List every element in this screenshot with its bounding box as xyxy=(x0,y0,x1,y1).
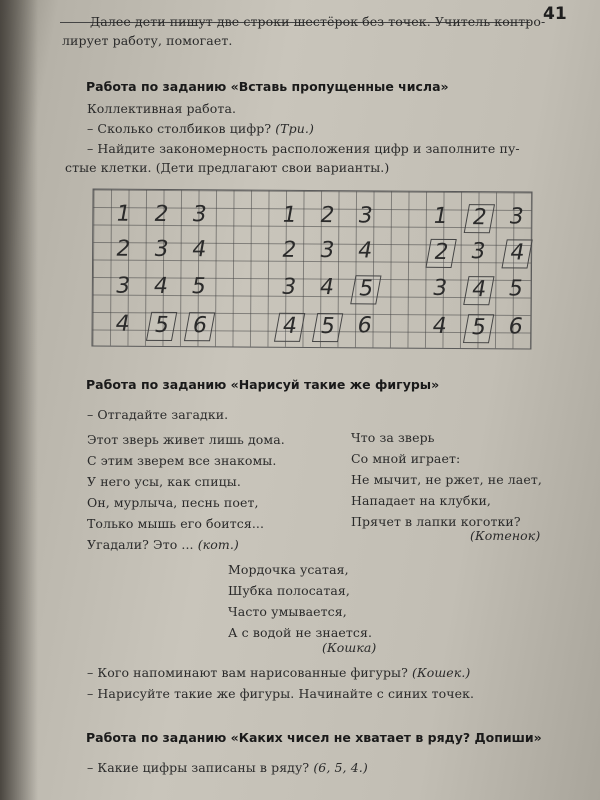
page-number: 41 xyxy=(543,4,567,24)
grid-digit: 5 xyxy=(312,313,343,342)
grid-digit: 5 xyxy=(463,314,494,343)
section-2-q1-text: – Кого напоминают вам нарисованные фигуры? xyxy=(87,665,412,680)
riddle-1-last-text: Угадали? Это ... xyxy=(87,537,198,552)
section-1-line-4: стые клетки. (Дети предлагают свои варианты.) xyxy=(65,160,390,175)
riddle-2-line: Что за зверь xyxy=(351,430,435,445)
section-1-heading: Работа по заданию «Вставь пропущенные числа» xyxy=(86,79,449,94)
section-1-line-3: – Найдите закономерность расположения цифр и заполните пу- xyxy=(87,141,520,156)
section-1-line-1: Коллективная работа. xyxy=(87,101,237,116)
grid-digit: 3 xyxy=(317,238,337,264)
grid-digit: 3 xyxy=(468,239,488,265)
grid-digit: 5 xyxy=(350,275,381,304)
grid-digit: 4 xyxy=(355,238,375,264)
riddle-3-line: Часто умывается, xyxy=(228,604,347,619)
grid-digit: 5 xyxy=(189,274,209,300)
grid-digit: 2 xyxy=(425,239,456,268)
grid-digit: 3 xyxy=(113,273,133,299)
number-grid xyxy=(91,188,532,349)
grid-digit: 4 xyxy=(501,239,532,268)
riddle-2-line: Не мычит, не ржет, не лает, xyxy=(351,472,542,487)
riddle-1-line: Этот зверь живет лишь дома. xyxy=(87,432,285,447)
riddle-2-line: Со мной играет: xyxy=(351,451,461,466)
grid-digit: 3 xyxy=(507,204,526,230)
section-2-question-2: – Нарисуйте такие же фигуры. Начинайте с синих точек. xyxy=(87,686,475,701)
section-1-answer: (Три.) xyxy=(275,121,314,136)
riddle-3-line: Шубка полосатая, xyxy=(228,583,350,598)
intro-line-2: лирует работу, помогает. xyxy=(62,33,233,48)
grid-digit: 4 xyxy=(274,313,305,342)
grid-digit: 6 xyxy=(506,314,525,340)
riddle-2-line: Прячет в лапки коготки? xyxy=(351,514,521,529)
riddle-1-line: Только мышь его боится... xyxy=(87,516,265,531)
grid-digit: 3 xyxy=(356,203,375,229)
grid-digit: 4 xyxy=(317,275,337,301)
riddle-2-answer: (Котенок) xyxy=(470,528,541,543)
riddle-2-line: Нападает на клубки, xyxy=(351,493,491,508)
intro-line-1: Далее дети пишут две строки шестёрок без точек. Учитель контро- xyxy=(90,14,546,29)
riddle-1-answer: (кот.) xyxy=(197,537,239,552)
grid-digit: 1 xyxy=(280,202,299,228)
grid-digit: 2 xyxy=(318,203,337,229)
grid-digit: 5 xyxy=(146,312,177,341)
grid-digit: 4 xyxy=(463,276,494,305)
grid-digit: 5 xyxy=(506,276,526,302)
grid-digit: 3 xyxy=(430,275,450,301)
section-3-heading: Работа по заданию «Каких чисел не хватает в ряду? Допиши» xyxy=(86,730,542,745)
section-2-heading: Работа по заданию «Нарисуй такие же фигуры» xyxy=(86,377,440,392)
section-1-question xyxy=(87,121,314,136)
grid-digit: 3 xyxy=(190,202,209,228)
riddle-3-line: А с водой не знается. xyxy=(228,625,373,640)
section-2-intro: – Отгадайте загадки. xyxy=(87,407,229,422)
riddle-1-line: Он, мурлыча, песнь поет, xyxy=(87,495,259,510)
section-3-q1-text: – Какие цифры записаны в ряду? xyxy=(87,760,314,775)
section-2-question-1 xyxy=(87,665,470,680)
section-2-q1-answer: (Кошек.) xyxy=(411,665,471,680)
grid-digit: 6 xyxy=(184,312,215,341)
grid-digit: 2 xyxy=(279,237,299,263)
riddle-1-line: У него усы, как спицы. xyxy=(87,474,241,489)
section-3-question xyxy=(87,760,368,775)
grid-digit: 6 xyxy=(355,313,374,339)
riddle-1-last-line xyxy=(87,537,239,552)
riddle-3-answer: (Кошка) xyxy=(322,640,377,655)
section-3-answer: (6, 5, 4.) xyxy=(313,760,368,775)
grid-digit: 3 xyxy=(279,274,299,300)
grid-digit: 1 xyxy=(114,201,133,227)
grid-digit: 4 xyxy=(189,237,209,263)
riddle-3-line: Мордочка усатая, xyxy=(228,562,349,577)
grid-digit: 3 xyxy=(151,236,171,262)
riddle-1-line: С этим зверем все знакомы. xyxy=(87,453,277,468)
grid-digit: 1 xyxy=(431,203,450,229)
grid-digit: 2 xyxy=(464,204,495,233)
grid-digit: 4 xyxy=(151,273,171,299)
grid-digit: 4 xyxy=(113,311,132,337)
grid-digit: 4 xyxy=(430,313,449,339)
grid-digit: 2 xyxy=(113,236,133,262)
section-1-question-text: – Сколько столбиков цифр? xyxy=(87,121,276,136)
grid-digit: 2 xyxy=(152,201,171,227)
